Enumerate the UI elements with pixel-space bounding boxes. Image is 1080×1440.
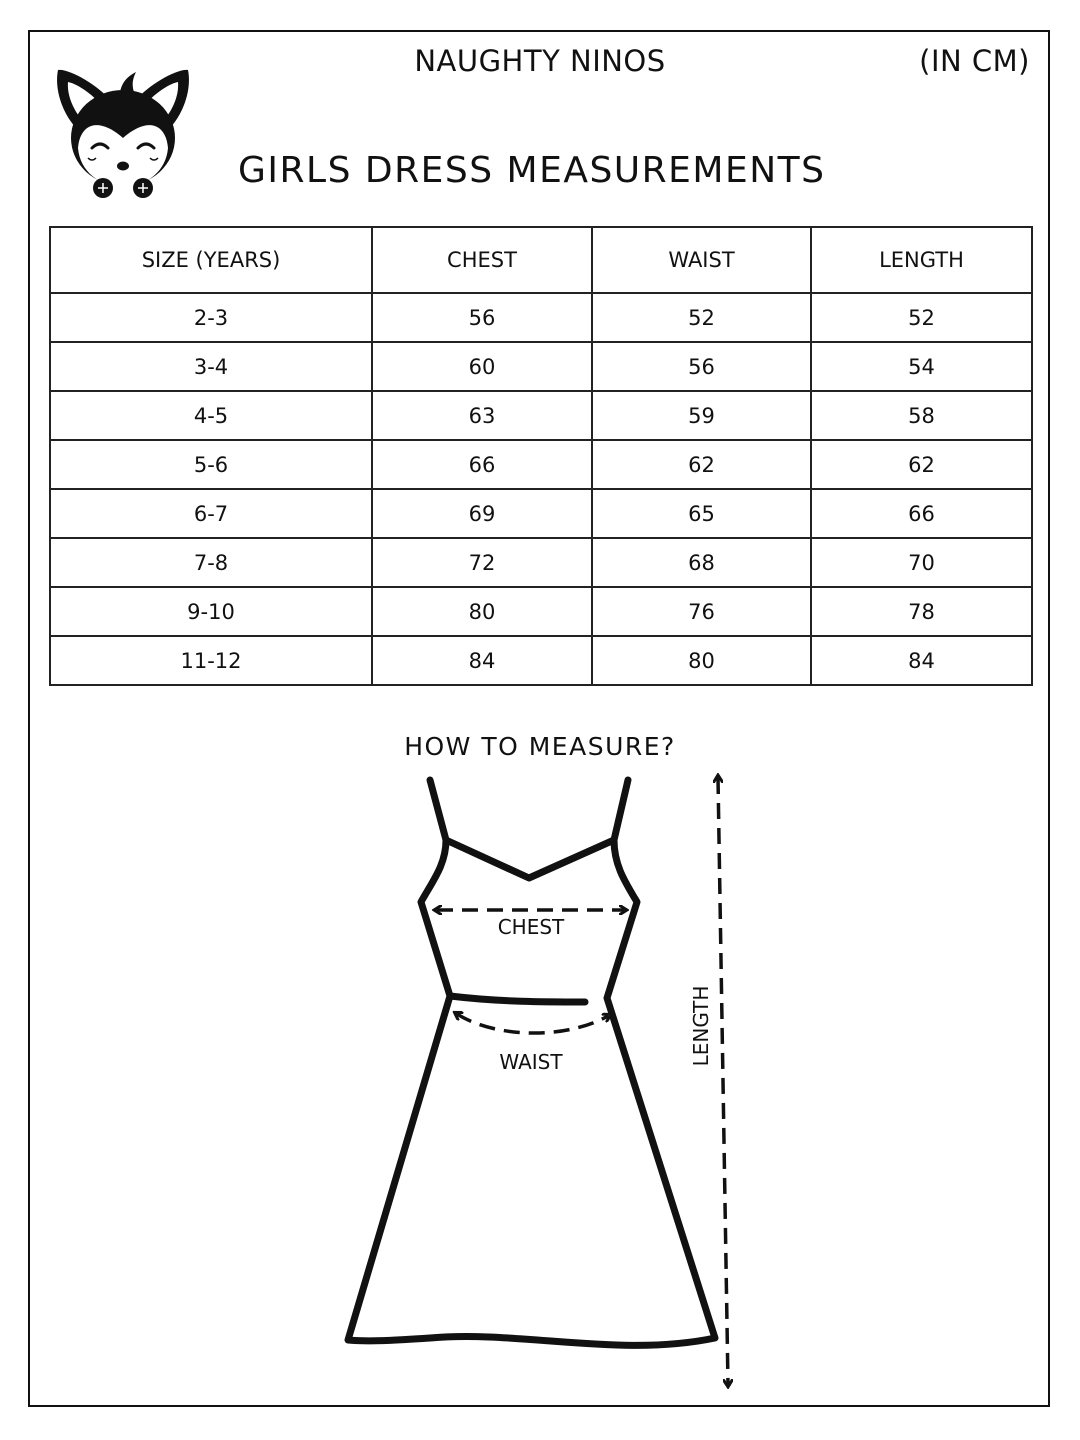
column-header-waist: WAIST (592, 227, 811, 293)
table-row (50, 293, 1032, 342)
page-title: GIRLS DRESS MEASUREMENTS (238, 150, 826, 191)
cell-chest: 56 (372, 293, 592, 342)
cell-chest: 84 (372, 636, 592, 685)
cell-chest: 63 (372, 391, 592, 440)
cell-waist: 68 (592, 538, 811, 587)
cell-size: 6-7 (50, 489, 372, 538)
dress-measurement-diagram (0, 760, 1080, 1400)
cell-length: 78 (811, 587, 1032, 636)
cell-length: 84 (811, 636, 1032, 685)
dress-strap-left (430, 780, 446, 840)
table-row (50, 342, 1032, 391)
table-header-row (50, 227, 1032, 293)
cell-waist: 52 (592, 293, 811, 342)
cell-length: 70 (811, 538, 1032, 587)
cell-length: 62 (811, 440, 1032, 489)
table-row (50, 538, 1032, 587)
cell-size: 2-3 (50, 293, 372, 342)
brand-name: NAUGHTY NINOS (414, 44, 666, 78)
length-arrow (718, 778, 728, 1384)
fox-logo-icon (48, 60, 208, 205)
cell-waist: 65 (592, 489, 811, 538)
column-header-size: SIZE (YEARS) (50, 227, 372, 293)
table-row (50, 391, 1032, 440)
cell-waist: 59 (592, 391, 811, 440)
cell-size: 5-6 (50, 440, 372, 489)
cell-waist: 80 (592, 636, 811, 685)
cell-size: 3-4 (50, 342, 372, 391)
cell-size: 9-10 (50, 587, 372, 636)
waist-arrow (457, 1014, 608, 1033)
cell-chest: 66 (372, 440, 592, 489)
table-row (50, 489, 1032, 538)
length-label: LENGTH (689, 985, 713, 1067)
size-chart-table (49, 226, 1033, 686)
cell-waist: 76 (592, 587, 811, 636)
column-header-chest: CHEST (372, 227, 592, 293)
dress-strap-right (614, 780, 628, 840)
chest-label: CHEST (497, 915, 565, 939)
cell-length: 52 (811, 293, 1032, 342)
cell-size: 4-5 (50, 391, 372, 440)
cell-waist: 56 (592, 342, 811, 391)
cell-length: 66 (811, 489, 1032, 538)
table-row (50, 587, 1032, 636)
cell-size: 7-8 (50, 538, 372, 587)
cell-chest: 80 (372, 587, 592, 636)
how-to-measure-heading: HOW TO MEASURE? (404, 732, 676, 761)
unit-label: (IN CM) (919, 44, 1030, 78)
cell-length: 54 (811, 342, 1032, 391)
table-row (50, 636, 1032, 685)
cell-chest: 72 (372, 538, 592, 587)
cell-size: 11-12 (50, 636, 372, 685)
cell-chest: 69 (372, 489, 592, 538)
cell-waist: 62 (592, 440, 811, 489)
column-header-length: LENGTH (811, 227, 1032, 293)
table-row (50, 440, 1032, 489)
dress-waist-seam (450, 996, 585, 1002)
cell-length: 58 (811, 391, 1032, 440)
cell-chest: 60 (372, 342, 592, 391)
waist-label: WAIST (499, 1050, 563, 1074)
